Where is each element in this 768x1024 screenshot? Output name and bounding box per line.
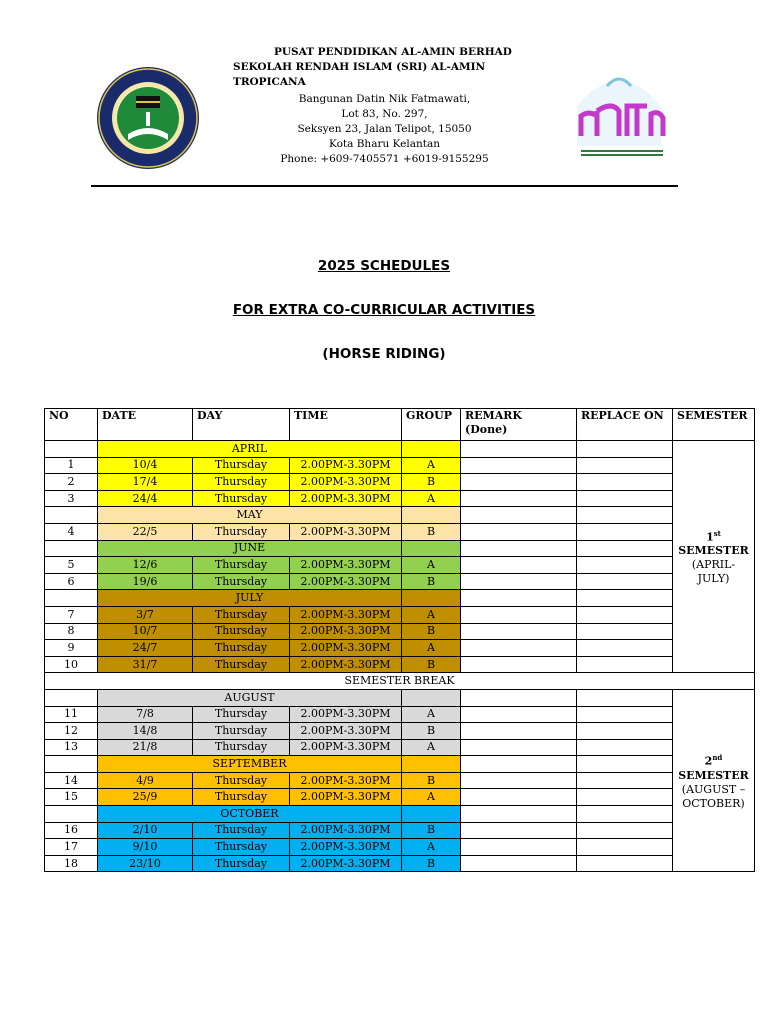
row-replace-on (577, 523, 673, 540)
month-no-cell (45, 689, 98, 706)
semester-label: SEMESTER (678, 768, 749, 782)
row-group: A (402, 789, 461, 806)
row-remark (461, 457, 577, 474)
row-replace-on (577, 640, 673, 657)
month-label: SEPTEMBER (98, 756, 402, 773)
table-row (45, 656, 755, 673)
remark-cell (461, 540, 577, 557)
semester1-cell (673, 441, 755, 673)
school-seal-logo (96, 66, 200, 170)
row-time: 2.00PM-3.30PM (290, 457, 402, 474)
row-group: B (402, 623, 461, 640)
table-row (45, 723, 755, 740)
row-remark (461, 723, 577, 740)
row-group: A (402, 739, 461, 756)
row-remark (461, 855, 577, 872)
row-remark (461, 523, 577, 540)
row-time: 2.00PM-3.30PM (290, 839, 402, 856)
row-day: Thursday (193, 606, 290, 623)
row-remark (461, 490, 577, 507)
row-day: Thursday (193, 523, 290, 540)
row-no: 4 (45, 523, 98, 540)
semester2-cell (673, 689, 755, 872)
row-time: 2.00PM-3.30PM (290, 822, 402, 839)
remark-cell (461, 590, 577, 607)
month-label: JULY (98, 590, 402, 607)
row-group: A (402, 640, 461, 657)
row-no: 7 (45, 606, 98, 623)
table-row (45, 772, 755, 789)
row-date: 10/7 (98, 623, 193, 640)
row-remark (461, 706, 577, 723)
row-replace-on (577, 457, 673, 474)
month-no-cell (45, 441, 98, 458)
row-replace-on (577, 623, 673, 640)
month-label: APRIL (98, 441, 402, 458)
col-semester: SEMESTER (673, 409, 755, 441)
row-group: B (402, 772, 461, 789)
row-remark (461, 789, 577, 806)
table-row (45, 457, 755, 474)
month-group-cell (402, 756, 461, 773)
remark-cell (461, 756, 577, 773)
row-no: 5 (45, 557, 98, 574)
row-date: 4/9 (98, 772, 193, 789)
row-day: Thursday (193, 822, 290, 839)
address-line: Bangunan Datin Nik Fatmawati, (298, 93, 471, 105)
semester-break-label: SEMESTER BREAK (45, 673, 755, 690)
month-header-row (45, 590, 755, 607)
row-replace-on (577, 573, 673, 590)
table-row (45, 623, 755, 640)
table-row (45, 640, 755, 657)
row-no: 3 (45, 490, 98, 507)
row-date: 12/6 (98, 557, 193, 574)
replace-cell (577, 689, 673, 706)
semester-range: (APRIL-JULY) (691, 558, 736, 586)
col-time: TIME (290, 409, 402, 441)
month-group-cell (402, 507, 461, 524)
row-replace-on (577, 855, 673, 872)
row-replace-on (577, 474, 673, 491)
row-replace-on (577, 839, 673, 856)
row-no: 17 (45, 839, 98, 856)
row-remark (461, 573, 577, 590)
row-remark (461, 606, 577, 623)
row-remark (461, 656, 577, 673)
semester-ordinal: nd (712, 752, 723, 762)
row-no: 2 (45, 474, 98, 491)
table-row (45, 789, 755, 806)
row-group: B (402, 573, 461, 590)
row-group: B (402, 474, 461, 491)
row-time: 2.00PM-3.30PM (290, 557, 402, 574)
table-row (45, 839, 755, 856)
header-divider (91, 185, 678, 187)
month-label: AUGUST (98, 689, 402, 706)
row-date: 23/10 (98, 855, 193, 872)
semester-ordinal: st (713, 528, 721, 538)
row-group: A (402, 490, 461, 507)
row-remark (461, 739, 577, 756)
row-no: 8 (45, 623, 98, 640)
row-remark (461, 822, 577, 839)
month-group-cell (402, 590, 461, 607)
row-day: Thursday (193, 656, 290, 673)
row-time: 2.00PM-3.30PM (290, 772, 402, 789)
row-date: 25/9 (98, 789, 193, 806)
table-header-row (45, 409, 755, 441)
replace-cell (577, 756, 673, 773)
month-no-cell (45, 590, 98, 607)
org-line-2: SEKOLAH RENDAH ISLAM (SRI) AL-AMIN (233, 61, 486, 73)
row-remark (461, 839, 577, 856)
row-day: Thursday (193, 474, 290, 491)
address-line: Lot 83, No. 297, (341, 108, 428, 120)
table-row (45, 490, 755, 507)
row-date: 9/10 (98, 839, 193, 856)
replace-cell (577, 806, 673, 823)
replace-cell (577, 590, 673, 607)
address-line: Kota Bharu Kelantan (329, 138, 440, 150)
row-group: A (402, 606, 461, 623)
row-time: 2.00PM-3.30PM (290, 490, 402, 507)
month-header-row (45, 689, 755, 706)
row-no: 9 (45, 640, 98, 657)
row-time: 2.00PM-3.30PM (290, 789, 402, 806)
row-day: Thursday (193, 457, 290, 474)
row-group: B (402, 523, 461, 540)
month-header-row (45, 441, 755, 458)
col-replace-on: REPLACE ON (577, 409, 673, 441)
row-date: 19/6 (98, 573, 193, 590)
row-replace-on (577, 606, 673, 623)
doc-subtitle: FOR EXTRA CO-CURRICULAR ACTIVITIES (232, 302, 536, 318)
row-day: Thursday (193, 772, 290, 789)
month-header-row (45, 540, 755, 557)
row-day: Thursday (193, 573, 290, 590)
row-date: 24/7 (98, 640, 193, 657)
replace-cell (577, 540, 673, 557)
row-replace-on (577, 723, 673, 740)
row-time: 2.00PM-3.30PM (290, 606, 402, 623)
month-header-row (45, 806, 755, 823)
row-time: 2.00PM-3.30PM (290, 723, 402, 740)
row-day: Thursday (193, 855, 290, 872)
row-replace-on (577, 706, 673, 723)
table-row (45, 855, 755, 872)
table-row (45, 523, 755, 540)
row-no: 6 (45, 573, 98, 590)
month-group-cell (402, 806, 461, 823)
month-label: MAY (98, 507, 402, 524)
row-replace-on (577, 822, 673, 839)
col-day: DAY (193, 409, 290, 441)
row-group: B (402, 656, 461, 673)
month-header-row (45, 756, 755, 773)
address-line: Seksyen 23, Jalan Telipot, 15050 (297, 123, 472, 135)
row-date: 2/10 (98, 822, 193, 839)
row-date: 21/8 (98, 739, 193, 756)
semester-number: 1 (706, 530, 714, 544)
schedule-table (44, 408, 755, 872)
row-replace-on (577, 656, 673, 673)
col-group: GROUP (402, 409, 461, 441)
row-no: 14 (45, 772, 98, 789)
row-date: 7/8 (98, 706, 193, 723)
col-no: NO (45, 409, 98, 441)
row-day: Thursday (193, 723, 290, 740)
org-line-1: PUSAT PENDIDIKAN AL-AMIN BERHAD (274, 46, 512, 58)
month-no-cell (45, 540, 98, 557)
month-group-cell (402, 689, 461, 706)
row-time: 2.00PM-3.30PM (290, 656, 402, 673)
row-no: 13 (45, 739, 98, 756)
replace-cell (577, 507, 673, 524)
month-no-cell (45, 806, 98, 823)
month-group-cell (402, 540, 461, 557)
row-group: A (402, 839, 461, 856)
row-no: 15 (45, 789, 98, 806)
row-time: 2.00PM-3.30PM (290, 706, 402, 723)
row-replace-on (577, 490, 673, 507)
col-date: DATE (98, 409, 193, 441)
row-group: A (402, 457, 461, 474)
row-day: Thursday (193, 490, 290, 507)
row-day: Thursday (193, 623, 290, 640)
row-date: 24/4 (98, 490, 193, 507)
remark-cell (461, 441, 577, 458)
row-remark (461, 557, 577, 574)
row-time: 2.00PM-3.30PM (290, 623, 402, 640)
row-day: Thursday (193, 557, 290, 574)
row-time: 2.00PM-3.30PM (290, 523, 402, 540)
school-address (252, 92, 517, 167)
row-date: 31/7 (98, 656, 193, 673)
row-no: 11 (45, 706, 98, 723)
row-remark (461, 474, 577, 491)
table-row (45, 557, 755, 574)
row-day: Thursday (193, 739, 290, 756)
organisation-name (233, 45, 523, 90)
doc-title: 2025 SCHEDULES (317, 258, 451, 274)
semester-number: 2 (704, 754, 713, 768)
row-group: A (402, 706, 461, 723)
month-no-cell (45, 756, 98, 773)
row-date: 3/7 (98, 606, 193, 623)
activity-name: (HORSE RIDING) (322, 346, 446, 362)
month-label: JUNE (98, 540, 402, 557)
row-no: 12 (45, 723, 98, 740)
row-time: 2.00PM-3.30PM (290, 573, 402, 590)
row-group: B (402, 723, 461, 740)
row-no: 10 (45, 656, 98, 673)
month-group-cell (402, 441, 461, 458)
table-row (45, 739, 755, 756)
row-date: 17/4 (98, 474, 193, 491)
row-time: 2.00PM-3.30PM (290, 640, 402, 657)
table-row (45, 606, 755, 623)
row-no: 16 (45, 822, 98, 839)
semester-range: (AUGUST – OCTOBER) (681, 782, 746, 810)
row-day: Thursday (193, 839, 290, 856)
row-replace-on (577, 557, 673, 574)
replace-cell (577, 441, 673, 458)
address-line: Phone: +609-7405571 +6019-9155295 (280, 153, 489, 165)
col-remark: REMARK (Done) (461, 409, 577, 441)
table-row (45, 474, 755, 491)
row-group: A (402, 557, 461, 574)
row-no: 18 (45, 855, 98, 872)
row-replace-on (577, 772, 673, 789)
month-header-row (45, 507, 755, 524)
table-row (45, 573, 755, 590)
tropicana-school-logo (567, 66, 671, 166)
remark-cell (461, 806, 577, 823)
row-time: 2.00PM-3.30PM (290, 474, 402, 491)
row-remark (461, 772, 577, 789)
row-no: 1 (45, 457, 98, 474)
row-date: 22/5 (98, 523, 193, 540)
row-time: 2.00PM-3.30PM (290, 855, 402, 872)
month-no-cell (45, 507, 98, 524)
row-group: B (402, 855, 461, 872)
row-remark (461, 640, 577, 657)
semester-label: SEMESTER (678, 544, 749, 558)
table-row (45, 822, 755, 839)
table-row (45, 706, 755, 723)
row-day: Thursday (193, 789, 290, 806)
semester-break-row (45, 673, 755, 690)
row-time: 2.00PM-3.30PM (290, 739, 402, 756)
org-line-3: TROPICANA (233, 76, 306, 88)
row-date: 10/4 (98, 457, 193, 474)
row-remark (461, 623, 577, 640)
remark-cell (461, 689, 577, 706)
row-group: B (402, 822, 461, 839)
row-replace-on (577, 739, 673, 756)
remark-cell (461, 507, 577, 524)
row-day: Thursday (193, 706, 290, 723)
row-date: 14/8 (98, 723, 193, 740)
row-day: Thursday (193, 640, 290, 657)
month-label: OCTOBER (98, 806, 402, 823)
row-replace-on (577, 789, 673, 806)
